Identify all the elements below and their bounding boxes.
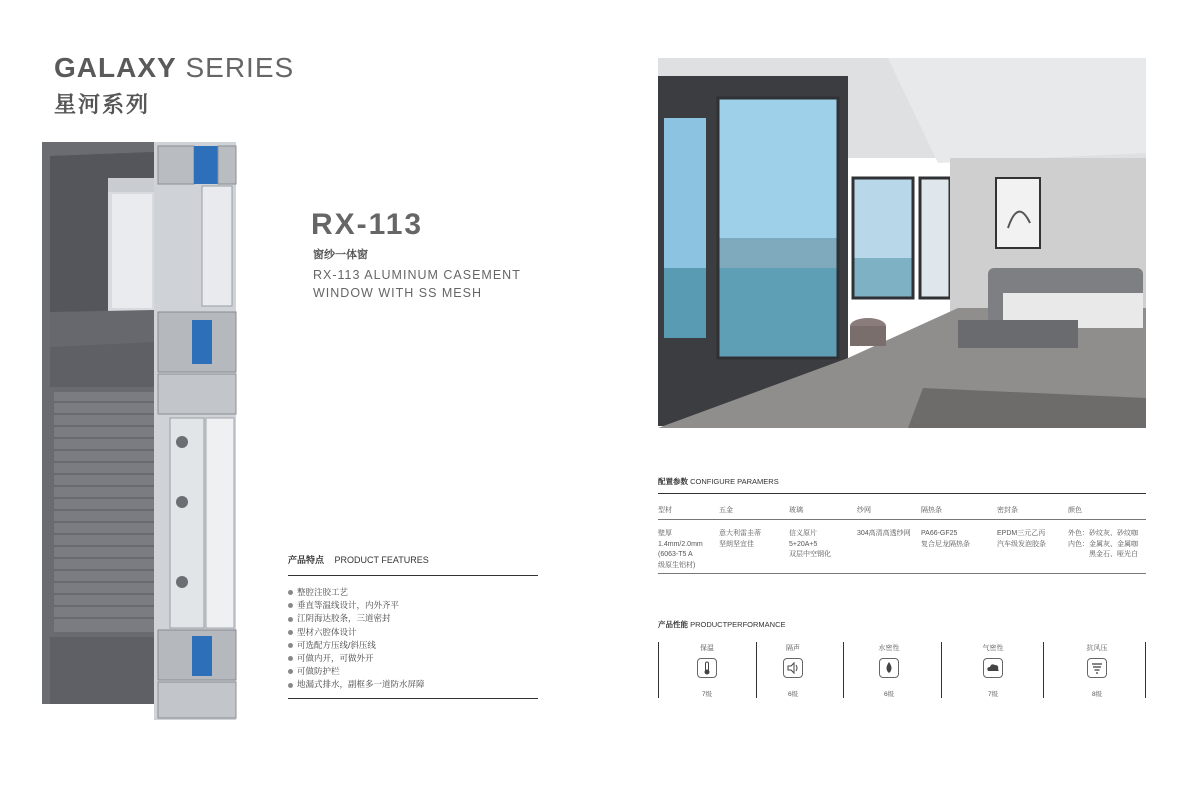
product-name-en [313, 266, 543, 302]
config-cell-glass [789, 529, 831, 561]
feature-item: 可做内开，可做外开 [288, 652, 425, 665]
config-cell-line: 信义原片 [789, 530, 817, 537]
performance-grade: 6级 [787, 691, 799, 698]
config-cell-line: (6063-T5 A [658, 551, 693, 558]
brand-light: SERIES [185, 52, 295, 83]
feature-item: 可选配方压线/斜压线 [288, 639, 425, 652]
performance-grade: 7级 [987, 691, 999, 698]
performance-divider [1145, 642, 1146, 698]
interior-photo [658, 58, 1146, 428]
config-cell-line: 1.4mm/2.0mm [658, 540, 703, 548]
config-cell-line: 汽车级发泡胶条 [997, 540, 1046, 548]
config-title [658, 476, 779, 487]
performance-grade: 8级 [1091, 691, 1103, 698]
features-title-en: PRODUCT FEATURES [334, 555, 429, 565]
feature-item: 垂直等温线设计，内外齐平 [288, 599, 425, 612]
config-cell-line: 复合尼龙隔热条 [921, 540, 970, 548]
water-drop-icon [879, 658, 899, 678]
product-name-en-line1: RX-113 ALUMINUM CASEMENT [313, 268, 521, 282]
config-header-thermal-strip: 隔热条 [921, 507, 942, 514]
features-list [288, 586, 425, 692]
brand-bold: GALAXY [54, 52, 177, 83]
performance-label: 隔声 [786, 645, 800, 652]
config-cell-line: 黑金石、哑光白 [1089, 551, 1138, 558]
config-title-en: CONFIGURE PARAMERS [690, 477, 779, 486]
config-cell-mesh [857, 529, 911, 540]
config-cell-line: 5+20A+5 [789, 540, 818, 548]
performance-grade: 6级 [883, 691, 895, 698]
config-cell-line: 坚朗坚宜佳 [719, 540, 754, 548]
features-top-rule [288, 575, 538, 576]
config-cell-line: PA66-GF25 [921, 530, 958, 537]
performance-grade: 7级 [701, 691, 713, 698]
features-title [288, 553, 429, 566]
config-cell-line: 304高清高透纱网 [857, 530, 911, 537]
brand-title [54, 52, 294, 84]
feature-item: 江阴海达胶条，三道密封 [288, 612, 425, 625]
performance-label: 保温 [700, 645, 714, 652]
performance-item-sound [745, 643, 841, 699]
features-bottom-rule [288, 698, 538, 699]
product-name-en-line2: WINDOW WITH SS MESH [313, 286, 482, 300]
product-name-cn: 窗纱一体窗 [313, 249, 368, 261]
tornado-icon [1087, 658, 1107, 678]
window-profile-illustration [42, 142, 242, 720]
performance-divider [941, 642, 942, 698]
config-cell-profile [658, 529, 703, 571]
performance-item-insulation [659, 643, 755, 699]
performance-title-en: PRODUCTPERFORMANCE [690, 620, 786, 629]
config-cell-thermal-strip [921, 529, 970, 550]
config-header-rule [658, 519, 1146, 520]
config-cell-line: 内色：金属灰、金属咖 [1068, 540, 1138, 548]
cloud-icon [983, 658, 1003, 678]
performance-item-watertight [841, 643, 937, 699]
brand-title-cn: 星河系列 [54, 92, 151, 117]
thermometer-icon [697, 658, 717, 678]
config-cell-hardware [719, 529, 761, 550]
config-header-hardware: 五金 [719, 507, 733, 514]
config-header-profile: 型材 [658, 507, 672, 514]
performance-item-wind-pressure [1049, 643, 1145, 699]
performance-label: 水密性 [878, 645, 900, 652]
config-header-seal: 密封条 [997, 507, 1018, 514]
config-top-rule [658, 493, 1146, 494]
config-cell-line: 意大利雷圭蒂 [719, 530, 761, 537]
config-cell-line: EPDM三元乙丙 [997, 530, 1046, 537]
config-header-mesh: 纱网 [857, 507, 871, 514]
config-header-glass: 玻璃 [789, 507, 803, 514]
speaker-icon [783, 658, 803, 678]
feature-item: 型材六腔体设计 [288, 626, 425, 639]
config-cell-line: 双层中空钢化 [789, 551, 831, 558]
feature-item: 可做防护栏 [288, 665, 425, 678]
config-title-cn: 配置参数 [658, 477, 688, 486]
performance-label: 气密性 [982, 645, 1004, 652]
performance-item-airtight [945, 643, 1041, 699]
feature-item: 地漏式排水，副框多一道防水屏障 [288, 678, 425, 691]
config-cell-line: 壁厚 [658, 530, 672, 537]
feature-item: 整腔注胶工艺 [288, 586, 425, 599]
performance-title-cn: 产品性能 [658, 620, 688, 629]
config-header-color: 颜色 [1068, 507, 1082, 514]
performance-divider [1043, 642, 1044, 698]
product-model: RX-113 [311, 208, 424, 241]
config-cell-color [1068, 529, 1138, 561]
config-cell-seal [997, 529, 1046, 550]
performance-label: 抗风压 [1086, 645, 1108, 652]
features-title-cn: 产品特点 [288, 555, 325, 565]
config-bottom-rule [658, 573, 1146, 574]
config-cell-line: 级原生铝材) [658, 561, 696, 569]
performance-title [658, 619, 786, 630]
config-cell-line: 外色：砂纹灰、砂纹咖 [1068, 530, 1138, 537]
